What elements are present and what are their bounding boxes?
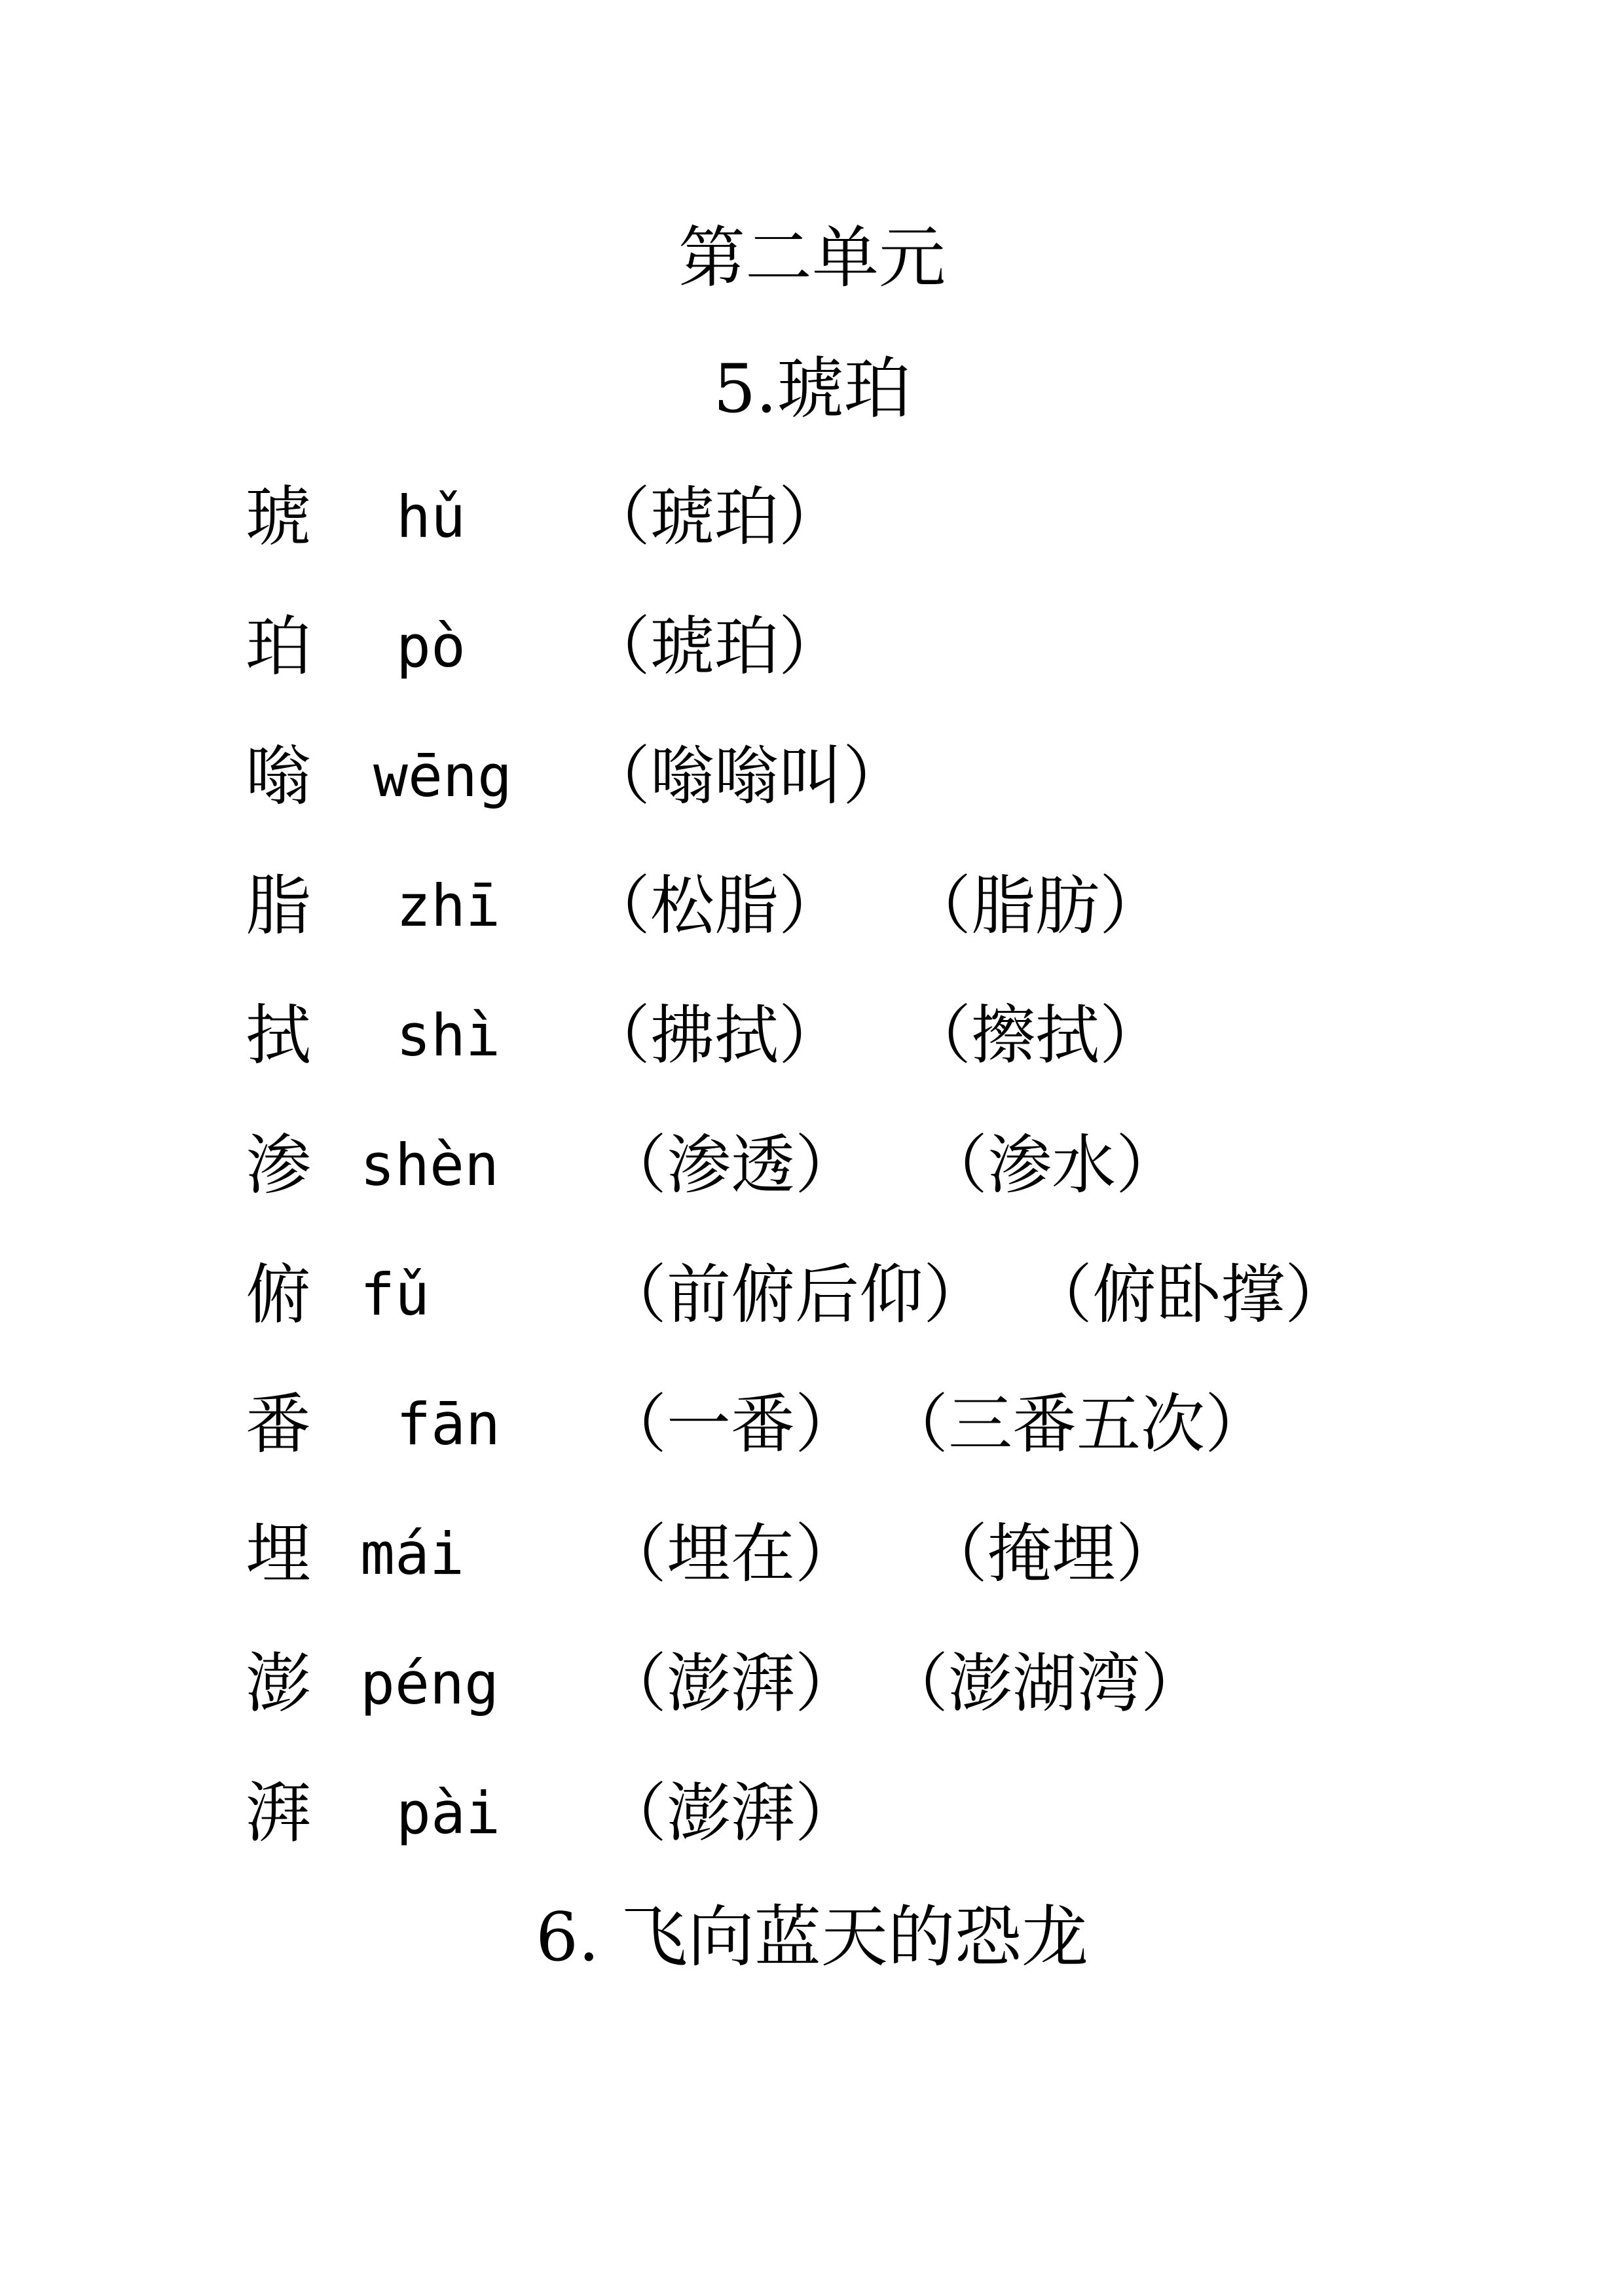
lesson-title: 5.琥珀 — [713, 350, 911, 428]
vocab-pinyin: mái — [360, 1520, 464, 1588]
vocab-word: （一番） — [602, 1387, 860, 1462]
vocab-row — [0, 1641, 1624, 1726]
vocab-word: （拂拭） — [586, 998, 843, 1073]
vocab-char: 埋 — [246, 1516, 311, 1592]
vocab-word: （掩埋） — [923, 1517, 1181, 1592]
vocab-pinyin: zhī — [396, 872, 500, 939]
vocab-row — [0, 1512, 1624, 1597]
vocab-word: （擦拭） — [907, 998, 1164, 1073]
vocab-pinyin: péng — [360, 1650, 499, 1717]
vocab-char: 澎 — [246, 1645, 311, 1722]
vocab-char: 嗡 — [246, 738, 311, 814]
vocab-pinyin: shèn — [360, 1131, 499, 1199]
vocab-char: 湃 — [246, 1775, 311, 1851]
vocab-word: （松脂） — [586, 869, 843, 943]
vocab-word: （埋在） — [602, 1517, 860, 1592]
vocab-char: 拭 — [246, 997, 311, 1074]
vocab-pinyin: shì — [396, 1002, 500, 1069]
vocab-row — [0, 1123, 1624, 1208]
vocab-word: （前俯后仰） — [602, 1258, 988, 1332]
vocab-pinyin: pài — [396, 1779, 500, 1847]
vocab-word: （琥珀） — [586, 480, 843, 555]
vocab-word: （渗水） — [923, 1128, 1181, 1203]
vocab-row — [0, 1771, 1624, 1856]
vocab-row — [0, 1252, 1624, 1338]
vocab-row — [0, 475, 1624, 560]
vocab-word: （脂肪） — [907, 869, 1164, 943]
vocab-row — [0, 993, 1624, 1078]
vocab-pinyin: hǔ — [396, 483, 466, 551]
vocab-row — [0, 1382, 1624, 1467]
vocab-word: （三番五次） — [884, 1387, 1270, 1462]
vocab-char: 渗 — [246, 1127, 311, 1203]
vocab-word: （澎湖湾） — [884, 1647, 1206, 1721]
vocab-word: （澎湃） — [602, 1776, 860, 1851]
vocab-char: 珀 — [246, 608, 311, 685]
lesson-title: 6. 飞向蓝天的恐龙 — [536, 1899, 1088, 1977]
unit-title: 第二单元 — [678, 219, 946, 297]
vocab-pinyin: wēng — [373, 742, 512, 810]
vocab-word: （俯卧撑） — [1028, 1258, 1350, 1332]
vocab-row — [0, 864, 1624, 949]
vocab-pinyin: pò — [396, 613, 466, 680]
vocab-word: （渗透） — [602, 1128, 860, 1203]
vocab-word: （嗡嗡叫） — [586, 739, 908, 814]
vocab-char: 俯 — [246, 1256, 311, 1333]
vocab-row — [0, 604, 1624, 689]
vocab-word: （琥珀） — [586, 610, 843, 684]
vocab-word: （澎湃） — [602, 1647, 860, 1721]
vocab-pinyin: fǔ — [360, 1261, 430, 1328]
vocab-row — [0, 734, 1624, 819]
vocab-pinyin: fān — [396, 1391, 500, 1458]
vocab-char: 琥 — [246, 479, 311, 555]
vocab-char: 番 — [246, 1386, 311, 1463]
vocab-char: 脂 — [246, 867, 311, 944]
